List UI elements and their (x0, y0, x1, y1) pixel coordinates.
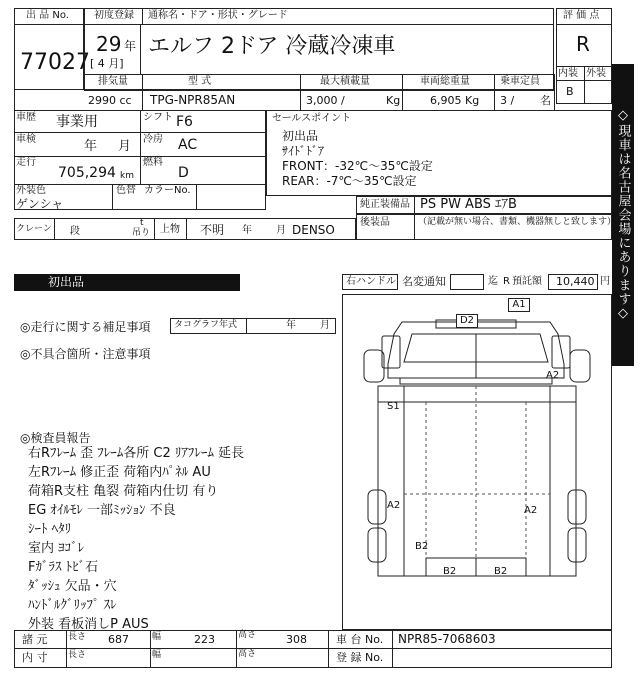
capacity-label: 乗車定員 (500, 76, 540, 87)
mark-a2-left: A2 (387, 500, 401, 511)
ac-value: AC (178, 137, 198, 153)
crane-label: クレーン (16, 224, 52, 234)
inspector-line: ﾀﾞｯｼｭ 欠品・穴 (28, 579, 117, 594)
in-height-label: 高さ (238, 649, 257, 659)
capacity-unit: 名 (540, 94, 551, 107)
inspector-line: Fｶﾞﾗｽ ﾄﾋﾞ石 (28, 560, 99, 575)
crane-tsuri-top: t (140, 218, 144, 228)
in-width-label: 幅 (152, 650, 162, 660)
mileage-value: 705,294 (58, 165, 116, 181)
height-label: 高さ (238, 630, 257, 640)
inspector-line: 室内 ﾖｺﾞﾚ (28, 541, 85, 556)
interior-dims-label: 内 寸 (22, 651, 48, 664)
name-change-label: 名変通知 (402, 275, 446, 288)
color-no-label2: カラーNo. (144, 185, 191, 196)
year-unit: 年 (124, 39, 137, 53)
inspection-year: 年 (84, 139, 98, 154)
in-length-label: 長さ (68, 650, 87, 660)
mark-b2-side: B2 (415, 541, 429, 552)
height-value: 308 (286, 633, 307, 646)
lot-label: 出 品 No. (26, 10, 69, 21)
history-value: 事業用 (56, 114, 98, 130)
dims-label: 諸 元 (22, 633, 48, 646)
history-label: 車歴 (16, 112, 36, 123)
inspector-line: 外装 看板消しP AUS (28, 617, 149, 632)
exterior-label: 外装 (586, 68, 606, 79)
chassis-label: 車 台 No. (336, 633, 384, 646)
inspector-line: 荷箱R支柱 亀裂 荷箱内仕切 有り (28, 484, 219, 499)
sales-label: セールスポイント (272, 113, 352, 124)
upper-maker: DENSO (292, 223, 335, 237)
length-value: 687 (108, 633, 129, 646)
sales-line-2: ｻｲﾄﾞﾄﾞｱ (282, 144, 325, 158)
first-listing-tag: 初出品 (14, 274, 240, 291)
color-no-label: 色替 (116, 185, 136, 196)
mark-a1: A1 (508, 298, 530, 312)
interior-grade: B (566, 85, 574, 98)
notice-vertical: ◇現車は名古屋会場にあります◇ (612, 64, 634, 366)
mark-a2-upper: A2 (546, 370, 560, 381)
inspector-line: ｼｰﾄ ﾍﾀﾘ (28, 522, 72, 537)
upper-month: 月 (276, 225, 286, 236)
tax-mark: R (503, 276, 510, 287)
inspection-label: 車検 (16, 134, 36, 145)
mark-s1: S1 (387, 401, 400, 412)
mark-b2-rear-right: B2 (494, 566, 508, 577)
mark-a2-right: A2 (524, 505, 538, 516)
first-reg-month: [ 4 月] (90, 57, 124, 70)
inspection-month: 月 (118, 139, 132, 154)
lot-number: 77027 (20, 50, 90, 75)
footer-box (14, 630, 612, 668)
eval-score: R (576, 32, 590, 56)
tax-value: 10,440 (556, 275, 595, 288)
name-label: 通称名・ドア・形状・グレード (148, 10, 288, 21)
mark-b2-rear-left: B2 (443, 566, 457, 577)
displacement-label: 排気量 (98, 76, 128, 87)
inspector-line: 左Rﾌﾚｰﾑ 修正歪 荷箱内ﾊﾟﾈﾙ AU (28, 465, 211, 480)
tax-unpaid-label: 預託額 (512, 276, 542, 287)
inspector-label: ◎検査員報告 (20, 431, 91, 445)
shift-value: F6 (176, 114, 193, 130)
tacho-year: 年 (286, 320, 296, 331)
car-name: エルフ 2ドア 冷蔵冷凍車 (148, 34, 396, 59)
color-value: ゲンシャ (16, 197, 64, 211)
fuel-label: 燃料 (143, 157, 163, 168)
truck-outline-svg (342, 294, 612, 630)
upper-label: 上物 (160, 224, 180, 235)
capacity-value: 3 / (500, 94, 515, 107)
chassis-value: NPR85-7068603 (398, 632, 496, 646)
std-equipment-value: PS PW ABS ｴｱB (420, 197, 517, 212)
sales-line-4: REAR：-7℃～35℃設定 (282, 174, 417, 188)
mileage-unit: km (120, 171, 134, 181)
width-label: 幅 (152, 632, 162, 642)
aftermarket-note: （記載が無い場合、書類、機器無しと致します） (418, 217, 617, 227)
length-label: 長さ (68, 632, 87, 642)
sales-line-1: 初出品 (282, 129, 319, 143)
inspector-line: 右Rﾌﾚｰﾑ 歪 ﾌﾚｰﾑ各所 C2 ﾘｱﾌﾚｰﾑ 延長 (28, 446, 245, 461)
interior-label: 内装 (558, 68, 578, 79)
std-equipment-label: 純正装備品 (360, 199, 410, 210)
gross-weight-value: 6,905 Kg (430, 94, 480, 107)
color-label: 外装色 (16, 185, 46, 196)
aftermarket-label: 後装品 (360, 217, 390, 228)
shift-label: シフト (143, 112, 173, 123)
first-reg-year: 29 (96, 32, 122, 56)
model-value: TPG-NPR85AN (150, 93, 236, 107)
tacho-month: 月 (320, 320, 330, 331)
driving-label: ◎走行に関する補足事項 (20, 320, 151, 334)
max-load-label: 最大積載量 (320, 76, 370, 87)
sales-line-3: FRONT：-32℃～35℃設定 (282, 159, 433, 173)
handle-value: 右ハンドル (346, 276, 396, 287)
displacement-value: 2990 cc (88, 94, 132, 107)
mileage-label: 走行 (16, 157, 36, 168)
inspector-line: ﾊﾝﾄﾞﾙｸﾞﾘｯﾌﾟ ｽﾚ (28, 598, 117, 613)
first-reg-label: 初度登録 (94, 10, 134, 21)
max-load-unit: Kg (386, 94, 401, 107)
eval-label: 評 価 点 (563, 10, 600, 21)
name-change-box (450, 274, 484, 290)
tax-label: 迄 (488, 276, 498, 287)
width-value: 223 (194, 633, 215, 646)
max-load-value: 3,000 / (306, 94, 345, 107)
gross-weight-label: 車両総重量 (420, 76, 470, 87)
defects-label: ◎不具合箇所・注意事項 (20, 347, 151, 361)
reg-label: 登 録 No. (336, 651, 384, 664)
fuel-value: D (178, 165, 189, 181)
crane-tsuri: 吊り (132, 228, 151, 238)
mark-d2: D2 (456, 314, 478, 328)
model-label: 型 式 (188, 76, 212, 87)
tax-unit: 円 (600, 276, 610, 287)
crane-dan: 段 (70, 226, 80, 237)
tacho-label: タコグラフ年式 (174, 320, 238, 330)
inspector-line: EG ｵｲﾙﾓﾚ 一部ﾐｯｼｮﾝ 不良 (28, 503, 176, 518)
ac-label: 冷房 (143, 134, 163, 145)
upper-year: 年 (242, 225, 252, 236)
upper-value: 不明 (200, 223, 225, 237)
